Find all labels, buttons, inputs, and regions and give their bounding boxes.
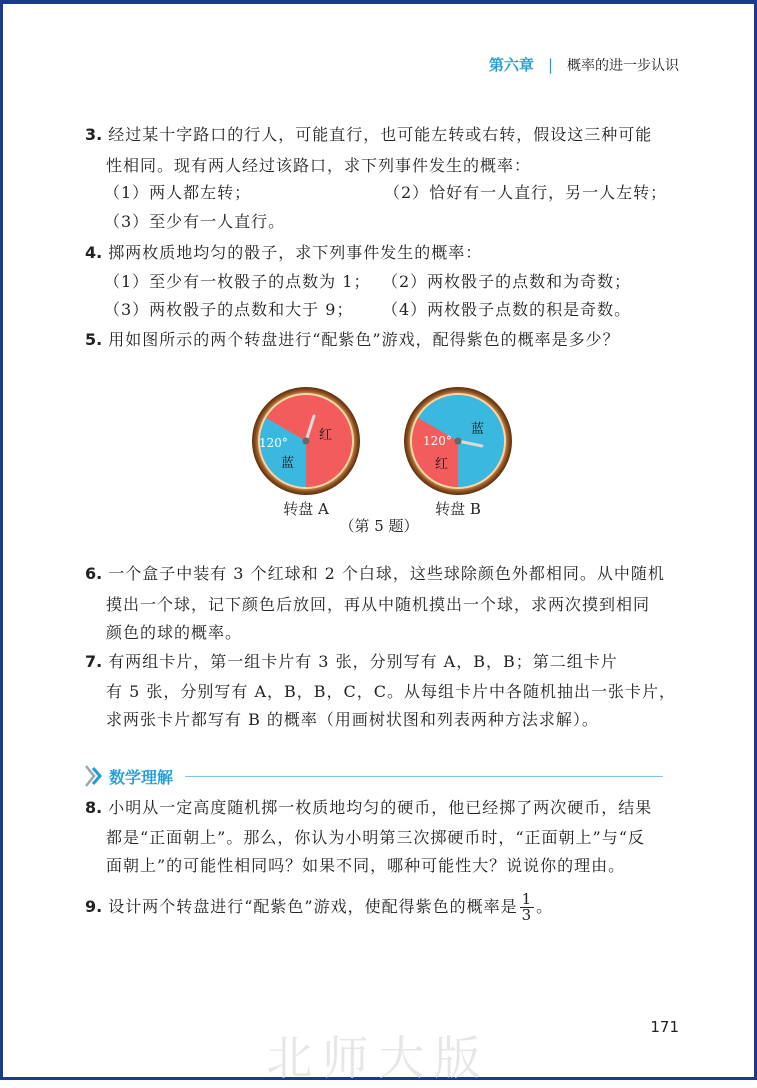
spinner-b-label-blue: 蓝 <box>471 422 485 437</box>
spinner-a <box>251 386 361 496</box>
problem-number: 4. <box>85 243 103 262</box>
problem-text: 小明从一定高度随机掷一枚质地均匀的硬币，他已经掷了两次硬币，结果 <box>108 798 653 817</box>
spinner-b-caption: 转盘 B <box>435 500 481 518</box>
section-rule <box>185 776 663 777</box>
problem-3-line2: 性相同。现有两人经过该路口，求下列事件发生的概率： <box>106 156 532 175</box>
chapter-subject: 概率的进一步认识 <box>567 57 679 74</box>
spinner-a-angle: 120° <box>259 436 288 450</box>
problem-6-line2: 摸出一个球，记下颜色后放回，再从中随机摸出一个球，求两次摸到相同 <box>106 595 651 614</box>
problem-6-line1 <box>85 563 665 585</box>
page-number: 171 <box>650 1018 679 1036</box>
problem-text: 一个盒子中装有 3 个红球和 2 个白球，这些球除颜色外都相同。从中随机 <box>108 564 665 583</box>
problem-3-part-2: （2）恰好有一人直行，另一人左转； <box>384 183 668 202</box>
problem-text: 设计两个转盘进行“配紫色”游戏，使配得紫色的概率是 <box>108 897 518 916</box>
fraction <box>520 892 535 923</box>
spinner-b-hub <box>455 438 462 445</box>
problem-number: 6. <box>85 564 103 583</box>
figure-caption: （第 5 题） <box>339 517 419 535</box>
chevron-right-icon <box>83 763 105 789</box>
page-border-top <box>0 0 757 4</box>
problem-tail: 。 <box>536 897 554 916</box>
watermark: 北师大版 <box>266 1031 491 1085</box>
problem-8-line3: 面朝上”的可能性相同吗？如果不同，哪种可能性大？说说你的理由。 <box>106 856 626 875</box>
problem-9-line1 <box>85 892 553 923</box>
section-title: 数学理解 <box>109 767 174 787</box>
spinner-b <box>403 386 513 496</box>
spinner-b-label-red: 红 <box>435 457 449 472</box>
spinner-a-label-blue: 蓝 <box>281 456 295 471</box>
chapter-label: 第六章 <box>488 56 534 74</box>
section-heading <box>83 763 663 789</box>
running-header <box>489 54 679 75</box>
fraction-denominator: 3 <box>521 906 533 924</box>
spinner-b-angle: 120° <box>423 434 452 448</box>
problem-text: 用如图所示的两个转盘进行“配紫色”游戏，配得紫色的概率是多少？ <box>108 330 620 349</box>
problem-7-line2: 有 5 张，分别写有 A，B，B，C，C。从每组卡片中各随机抽出一张卡片， <box>106 682 676 701</box>
problem-4-part-4: （4）两枚骰子点数的积是奇数。 <box>382 300 632 319</box>
fraction-numerator: 1 <box>521 890 533 908</box>
problem-number: 5. <box>85 330 103 349</box>
spinner-a-label-red: 红 <box>319 428 333 443</box>
problem-text: 掷两枚质地均匀的骰子，求下列事件发生的概率： <box>108 243 483 262</box>
problem-5-line1 <box>85 329 620 351</box>
problem-3-part-1: （1）两人都左转； <box>104 183 252 202</box>
problem-7-line1 <box>85 651 618 673</box>
spinner-a-hub <box>303 438 310 445</box>
problem-text: 经过某十字路口的行人，可能直行，也可能左转或右转，假设这三种可能 <box>108 125 653 144</box>
problem-3-part-3: （3）至少有一人直行。 <box>104 212 286 231</box>
problem-3-line1 <box>85 124 652 146</box>
page-border-left <box>0 0 3 1080</box>
problem-8-line2: 都是“正面朝上”。那么，你认为小明第三次掷硬币时，“正面朝上”与“反 <box>106 828 645 847</box>
problem-4-part-3: （3）两枚骰子的点数和大于 9； <box>104 300 354 319</box>
problem-4-line1 <box>85 242 482 264</box>
problem-4-part-1: （1）至少有一枚骰子的点数为 1； <box>104 272 371 291</box>
problem-number: 8. <box>85 798 103 817</box>
problem-text: 有两组卡片，第一组卡片有 3 张，分别写有 A，B，B；第二组卡片 <box>108 652 618 671</box>
problem-number: 9. <box>85 897 103 916</box>
problem-7-line3: 求两张卡片都写有 B 的概率（用画树状图和列表两种方法求解）。 <box>106 710 599 729</box>
problem-number: 7. <box>85 652 103 671</box>
spinner-a-caption: 转盘 A <box>283 500 329 518</box>
problem-4-part-2: （2）两枚骰子的点数和为奇数； <box>382 272 632 291</box>
problem-6-line3: 颜色的球的概率。 <box>106 623 243 642</box>
problem-8-line1 <box>85 797 652 819</box>
header-separator: | <box>547 55 553 74</box>
problem-number: 3. <box>85 125 103 144</box>
